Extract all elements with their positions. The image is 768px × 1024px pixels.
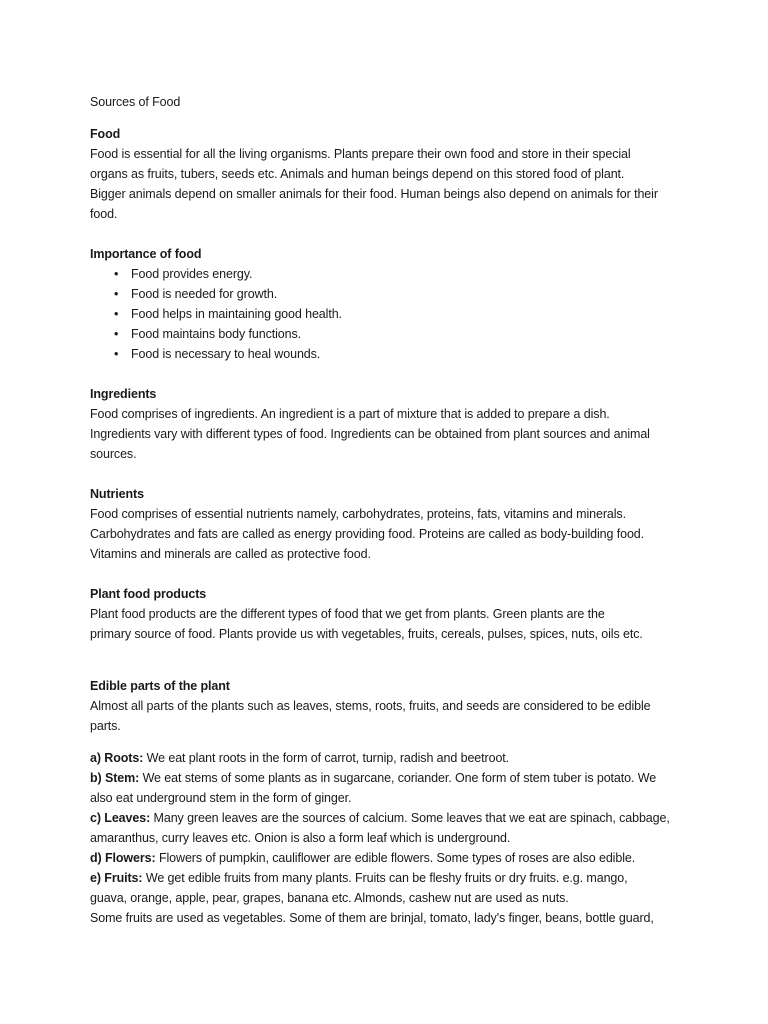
paragraph-line: Ingredients vary with different types of food. Ingredients can be obtained from plant sources and animal	[90, 427, 650, 441]
section-importance	[90, 244, 690, 364]
section-plant-products	[90, 584, 690, 644]
paragraph-line: Carbohydrates and fats are called as energy providing food. Proteins are called as body-building food.	[90, 527, 645, 541]
spacer	[90, 664, 690, 676]
section-heading-plant-products: Plant food products	[90, 587, 207, 601]
part-label: b) Stem:	[90, 771, 140, 785]
section-heading-nutrients: Nutrients	[90, 487, 144, 501]
paragraph-line: primary source of food. Plants provide us with vegetables, fruits, cereals, pulses, spices, nuts, oils etc.	[90, 627, 643, 641]
part-leaves	[90, 808, 690, 828]
paragraph-line: organs as fruits, tubers, seeds etc. Animals and human beings depend on this stored food of plant.	[90, 167, 625, 181]
list-item-text: Food provides energy.	[131, 267, 253, 281]
part-label: e) Fruits:	[90, 871, 143, 885]
part-text: amaranthus, curry leaves etc. Onion is also a form leaf which is underground.	[90, 831, 511, 845]
section-ingredients	[90, 384, 690, 464]
part-text: also eat underground stem in the form of ginger.	[90, 791, 352, 805]
document-title: Sources of Food	[90, 95, 181, 109]
section-heading-edible-parts: Edible parts of the plant	[90, 679, 230, 693]
list-item-text: Food maintains body functions.	[131, 327, 302, 341]
part-stem	[90, 768, 690, 788]
section-edible-parts	[90, 676, 690, 736]
bullet-icon: •	[114, 267, 119, 281]
paragraph-line: Plant food products are the different types of food that we get from plants. Green plants are the	[90, 607, 605, 621]
paragraph-line: food.	[90, 207, 118, 221]
bullet-icon: •	[114, 307, 119, 321]
part-fruits	[90, 868, 690, 888]
list-item	[114, 304, 690, 324]
part-text: Many green leaves are the sources of calcium. Some leaves that we eat are spinach, cabbage,	[150, 811, 670, 825]
document-page	[90, 92, 690, 928]
list-item-text: Food is needed for growth.	[131, 287, 278, 301]
list-item	[114, 324, 690, 344]
paragraph-line: Vitamins and minerals are called as protective food.	[90, 547, 371, 561]
section-food	[90, 124, 690, 224]
paragraph-line: Bigger animals depend on smaller animals for their food. Human beings also depend on animals for their	[90, 187, 658, 201]
part-text: guava, orange, apple, pear, grapes, banana etc. Almonds, cashew nut are used as nuts.	[90, 891, 569, 905]
paragraph-line: Food comprises of essential nutrients namely, carbohydrates, proteins, fats, vitamins and minerals.	[90, 507, 626, 521]
part-text: We get edible fruits from many plants. Fruits can be fleshy fruits or dry fruits. e.g. mango,	[142, 871, 628, 885]
section-heading-ingredients: Ingredients	[90, 387, 157, 401]
bullet-icon: •	[114, 347, 119, 361]
trailing-line: Some fruits are used as vegetables. Some of them are brinjal, tomato, lady's finger, beans, bottle guard,	[90, 911, 654, 925]
section-nutrients	[90, 484, 690, 564]
importance-list	[90, 264, 690, 364]
part-label: a) Roots:	[90, 751, 144, 765]
spacer	[90, 736, 690, 748]
paragraph-line: parts.	[90, 719, 121, 733]
part-text: We eat plant roots in the form of carrot, turnip, radish and beetroot.	[143, 751, 510, 765]
paragraph-line: Food is essential for all the living organisms. Plants prepare their own food and store in their special	[90, 147, 631, 161]
part-label: c) Leaves:	[90, 811, 151, 825]
section-heading-food: Food	[90, 127, 121, 141]
paragraph-line: Food comprises of ingredients. An ingredient is a part of mixture that is added to prepare a dish.	[90, 407, 610, 421]
section-heading-importance: Importance of food	[90, 247, 202, 261]
paragraph-line: sources.	[90, 447, 137, 461]
part-roots	[90, 748, 690, 768]
edible-parts-list	[90, 748, 690, 928]
list-item-text: Food is necessary to heal wounds.	[131, 347, 321, 361]
part-label: d) Flowers:	[90, 851, 156, 865]
part-text: We eat stems of some plants as in sugarcane, coriander. One form of stem tuber is potato. We	[139, 771, 657, 785]
part-flowers	[90, 848, 690, 868]
list-item	[114, 264, 690, 284]
list-item	[114, 284, 690, 304]
part-text: Flowers of pumpkin, cauliflower are edible flowers. Some types of roses are also edible.	[155, 851, 636, 865]
bullet-icon: •	[114, 287, 119, 301]
list-item	[114, 344, 690, 364]
list-item-text: Food helps in maintaining good health.	[131, 307, 342, 321]
bullet-icon: •	[114, 327, 119, 341]
paragraph-line: Almost all parts of the plants such as leaves, stems, roots, fruits, and seeds are considered to be edible	[90, 699, 651, 713]
